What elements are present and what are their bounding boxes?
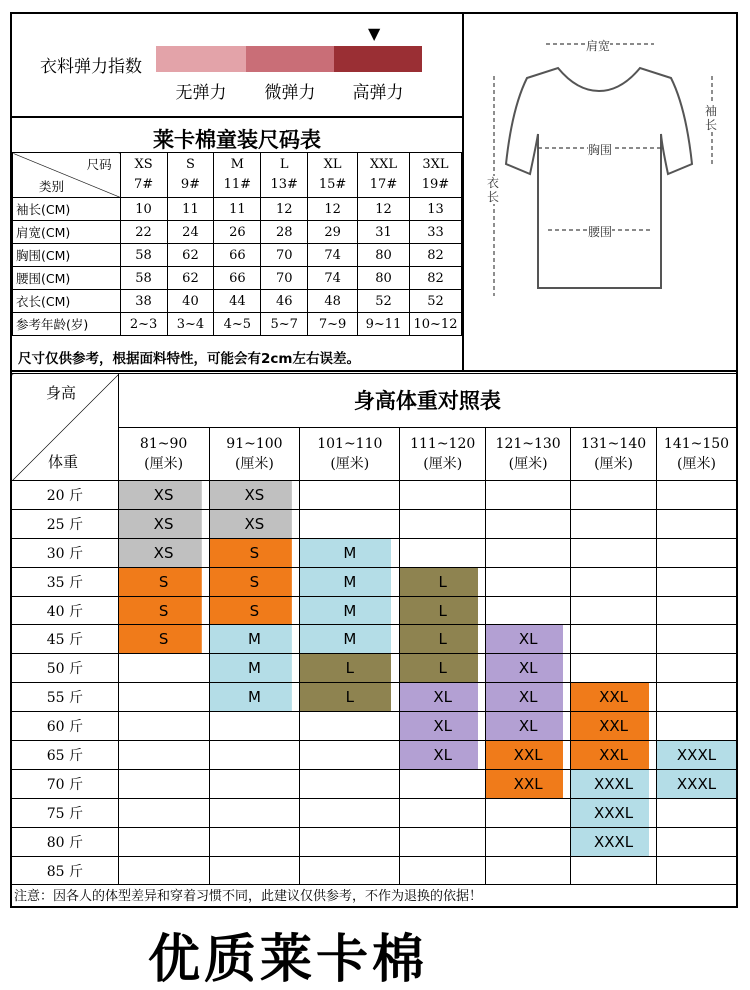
hw-weight-row — [12, 481, 737, 510]
height-unit: (厘米) — [508, 455, 548, 472]
size-cell: 74 — [308, 267, 358, 290]
hw-weight-row — [12, 625, 737, 654]
weight-label: 70 斤 — [12, 769, 119, 798]
size-recommendation-cell: S — [209, 538, 300, 567]
hw-weight-row — [12, 567, 737, 596]
size-cell: 33 — [409, 221, 461, 244]
size-cell: 38 — [120, 290, 167, 313]
size-recommendation-cell — [657, 567, 737, 596]
height-unit: (厘米) — [144, 455, 184, 472]
size-cell: 10~12 — [409, 313, 461, 336]
size-cell: 11 — [214, 198, 261, 221]
size-recommendation-cell: M — [300, 625, 400, 654]
size-recommendation-cell: XXXL — [657, 769, 737, 798]
size-recommendation-cell: XL — [400, 683, 486, 712]
section-divider — [10, 370, 738, 372]
size-recommendation-cell: L — [400, 654, 486, 683]
weight-label: 25 斤 — [12, 509, 119, 538]
size-recommendation-cell — [657, 827, 737, 856]
size-recommendation-cell: XXXL — [571, 769, 657, 798]
size-recommendation-cell: XS — [118, 481, 209, 510]
size-cell: 12 — [261, 198, 308, 221]
size-cell: 31 — [358, 221, 410, 244]
weight-label: 50 斤 — [12, 654, 119, 683]
size-cell: 9~11 — [358, 313, 410, 336]
size-recommendation-cell — [118, 827, 209, 856]
weight-label: 65 斤 — [12, 741, 119, 770]
size-recommendation-cell — [300, 712, 400, 741]
footer-banner: 优质莱卡棉 — [148, 930, 429, 990]
size-recommendation-cell: XXL — [571, 712, 657, 741]
size-recommendation-cell: XXXL — [571, 827, 657, 856]
size-recommendation-cell: XL — [486, 683, 571, 712]
size-recommendation-cell — [486, 567, 571, 596]
height-range-cell — [400, 427, 486, 481]
size-recommendation-cell — [118, 741, 209, 770]
elasticity-bar-high — [334, 46, 422, 72]
height-unit: (厘米) — [330, 455, 370, 472]
size-recommendation-cell — [486, 596, 571, 625]
size-code: 9# — [180, 177, 201, 192]
size-row — [13, 198, 462, 221]
size-recommendation-cell — [571, 481, 657, 510]
size-cell: 10 — [120, 198, 167, 221]
size-recommendation-cell: XXL — [486, 769, 571, 798]
hw-weight-row — [12, 827, 737, 856]
size-recommendation-cell — [571, 625, 657, 654]
size-cell: 70 — [261, 267, 308, 290]
weight-label: 45 斤 — [12, 625, 119, 654]
size-cell: 12 — [308, 198, 358, 221]
size-recommendation-cell: XS — [118, 538, 209, 567]
size-recommendation-cell — [571, 567, 657, 596]
body-length-label: 衣长 — [487, 176, 500, 204]
size-cell: 52 — [409, 290, 461, 313]
size-recommendation-cell — [657, 856, 737, 885]
size-cell: 82 — [409, 267, 461, 290]
size-recommendation-cell — [118, 654, 209, 683]
size-recommendation-cell — [657, 596, 737, 625]
size-recommendation-cell: L — [400, 596, 486, 625]
waist-label: 腰围 — [588, 225, 613, 239]
size-recommendation-cell: M — [209, 625, 300, 654]
size-cell: 44 — [214, 290, 261, 313]
size-recommendation-cell — [486, 481, 571, 510]
weight-label: 40 斤 — [12, 596, 119, 625]
size-cell: 26 — [214, 221, 261, 244]
size-header-row — [13, 153, 462, 198]
height-unit: (厘米) — [594, 455, 634, 472]
size-cell: 66 — [214, 244, 261, 267]
size-recommendation-cell: XL — [486, 654, 571, 683]
disclaimer-note: 注意：因各人的体型差异和穿着习惯不同，此建议仅供参考，不作为退换的依据！ — [14, 889, 483, 904]
size-recommendation-cell: M — [300, 567, 400, 596]
size-cell: 62 — [167, 267, 214, 290]
size-cell: 2~3 — [120, 313, 167, 336]
height-weight-table — [11, 373, 737, 885]
size-name: XXL — [369, 157, 398, 172]
height-range: 111~120 — [410, 435, 476, 452]
elasticity-label: 衣料弹力指数 — [40, 57, 142, 77]
size-recommendation-cell — [300, 856, 400, 885]
size-recommendation-cell — [400, 509, 486, 538]
hw-title-row — [12, 374, 737, 428]
size-cell: 70 — [261, 244, 308, 267]
size-recommendation-cell: L — [400, 567, 486, 596]
size-row-label: 腰围(CM) — [13, 267, 121, 290]
elasticity-level-none: 无弹力 — [175, 83, 227, 103]
size-code: 15# — [318, 177, 347, 192]
hw-corner-height: 身高 — [46, 384, 77, 402]
size-cell: 66 — [214, 267, 261, 290]
weight-label: 55 斤 — [12, 683, 119, 712]
height-unit: (厘米) — [677, 455, 716, 472]
hw-weight-row — [12, 856, 737, 885]
shoulder-width-label: 肩宽 — [586, 39, 611, 53]
size-recommendation-cell — [486, 827, 571, 856]
hw-weight-row — [12, 654, 737, 683]
size-cell: 74 — [308, 244, 358, 267]
tshirt-outline — [506, 68, 692, 288]
size-recommendation-cell — [209, 741, 300, 770]
size-recommendation-cell — [571, 596, 657, 625]
size-recommendation-cell — [400, 538, 486, 567]
size-recommendation-cell: M — [209, 654, 300, 683]
size-recommendation-cell: XL — [400, 712, 486, 741]
size-recommendation-cell: XXXL — [571, 798, 657, 827]
size-code: 17# — [369, 177, 398, 192]
size-recommendation-cell — [118, 798, 209, 827]
size-recommendation-cell: S — [118, 596, 209, 625]
size-recommendation-cell — [486, 856, 571, 885]
height-unit: (厘米) — [234, 455, 274, 472]
hw-height-row — [12, 427, 737, 481]
elasticity-bar-mid — [246, 46, 334, 72]
size-recommendation-cell — [300, 509, 400, 538]
size-cell: 46 — [261, 290, 308, 313]
height-range-cell — [657, 427, 737, 481]
size-recommendation-cell — [209, 827, 300, 856]
size-recommendation-cell — [300, 827, 400, 856]
size-recommendation-cell: S — [209, 596, 300, 625]
elasticity-bar-low — [156, 46, 246, 72]
size-recommendation-cell: XL — [486, 712, 571, 741]
size-row — [13, 290, 462, 313]
size-cell: 58 — [120, 244, 167, 267]
size-name: S — [185, 157, 195, 172]
weight-label: 80 斤 — [12, 827, 119, 856]
size-chart-title: 莱卡棉童装尺码表 — [153, 128, 321, 152]
size-name: XL — [323, 157, 342, 172]
size-cell: 80 — [358, 267, 410, 290]
tshirt-diagram — [466, 16, 736, 368]
size-header-cell — [214, 153, 261, 198]
height-range-cell — [571, 427, 657, 481]
size-recommendation-cell: L — [300, 683, 400, 712]
size-recommendation-cell — [657, 481, 737, 510]
size-cell: 82 — [409, 244, 461, 267]
hw-weight-row — [12, 741, 737, 770]
size-cell: 13 — [409, 198, 461, 221]
size-code: 19# — [421, 177, 450, 192]
size-recommendation-cell — [300, 481, 400, 510]
size-cell: 22 — [120, 221, 167, 244]
weight-label: 75 斤 — [12, 798, 119, 827]
chest-label: 胸围 — [588, 143, 613, 157]
size-cell: 12 — [358, 198, 410, 221]
size-recommendation-cell — [300, 769, 400, 798]
hw-weight-row — [12, 509, 737, 538]
height-range-cell — [118, 427, 209, 481]
size-row-label: 衣长(CM) — [13, 290, 121, 313]
size-recommendation-cell: XXL — [571, 683, 657, 712]
height-range: 121~130 — [495, 435, 561, 452]
size-row-label: 袖长(CM) — [13, 198, 121, 221]
size-cell: 24 — [167, 221, 214, 244]
elasticity-marker-icon: ▼ — [368, 24, 381, 43]
size-header-cell — [409, 153, 461, 198]
height-range-cell — [300, 427, 400, 481]
height-range: 101~110 — [317, 435, 383, 452]
size-row-label: 参考年龄(岁) — [13, 313, 121, 336]
size-recommendation-cell: S — [209, 567, 300, 596]
size-recommendation-cell: XS — [209, 481, 300, 510]
size-corner-top: 尺码 — [86, 157, 112, 172]
elasticity-level-slight: 微弹力 — [264, 83, 316, 103]
size-recommendation-cell — [118, 769, 209, 798]
size-recommendation-cell — [657, 798, 737, 827]
hw-corner-weight: 体重 — [48, 453, 79, 471]
size-name: L — [279, 157, 289, 172]
hw-corner-cell — [12, 374, 119, 481]
size-recommendation-cell: M — [209, 683, 300, 712]
size-recommendation-cell — [571, 509, 657, 538]
size-name: 3XL — [422, 157, 449, 172]
size-chart-table — [12, 152, 462, 336]
weight-label: 20 斤 — [12, 481, 119, 510]
size-recommendation-cell — [657, 538, 737, 567]
size-name: XS — [134, 157, 153, 172]
hw-weight-row — [12, 596, 737, 625]
size-corner-cell — [13, 153, 121, 198]
size-recommendation-cell: XXXL — [657, 741, 737, 770]
size-recommendation-cell — [400, 481, 486, 510]
size-recommendation-cell — [209, 769, 300, 798]
size-chart-note: 尺寸仅供参考，根据面料特性，可能会有2cm左右误差。 — [18, 351, 360, 367]
size-recommendation-cell — [571, 654, 657, 683]
height-range-cell — [486, 427, 571, 481]
size-cell: 5~7 — [261, 313, 308, 336]
size-recommendation-cell: XXL — [571, 741, 657, 770]
size-recommendation-cell — [486, 798, 571, 827]
size-recommendation-cell — [300, 798, 400, 827]
size-recommendation-cell — [209, 856, 300, 885]
size-cell: 11 — [167, 198, 214, 221]
size-recommendation-cell — [657, 683, 737, 712]
size-row-label: 肩宽(CM) — [13, 221, 121, 244]
size-recommendation-cell — [657, 712, 737, 741]
size-recommendation-cell — [486, 538, 571, 567]
size-recommendation-cell — [400, 827, 486, 856]
size-recommendation-cell — [209, 798, 300, 827]
height-range: 81~90 — [139, 435, 188, 452]
size-recommendation-cell — [571, 856, 657, 885]
size-recommendation-cell: XXL — [486, 741, 571, 770]
elasticity-level-high: 高弹力 — [352, 83, 404, 103]
size-name: M — [230, 157, 244, 172]
size-row-label: 胸围(CM) — [13, 244, 121, 267]
size-cell: 52 — [358, 290, 410, 313]
size-header-cell — [261, 153, 308, 198]
hw-weight-row — [12, 683, 737, 712]
weight-label: 85 斤 — [12, 856, 119, 885]
size-recommendation-cell — [209, 712, 300, 741]
size-header-cell — [358, 153, 410, 198]
size-recommendation-cell: S — [118, 625, 209, 654]
size-cell: 3~4 — [167, 313, 214, 336]
height-range: 141~150 — [663, 435, 730, 452]
height-range: 131~140 — [580, 435, 647, 452]
elasticity-divider — [10, 116, 464, 118]
size-recommendation-cell: S — [118, 567, 209, 596]
size-recommendation-cell: XL — [400, 741, 486, 770]
height-unit: (厘米) — [423, 455, 463, 472]
size-code: 13# — [270, 177, 298, 192]
sleeve-length-label: 袖长 — [705, 104, 718, 132]
height-range-cell — [209, 427, 300, 481]
size-cell: 58 — [120, 267, 167, 290]
size-cell: 48 — [308, 290, 358, 313]
size-corner-bottom: 类别 — [39, 179, 65, 194]
size-cell: 7~9 — [308, 313, 358, 336]
size-code: 11# — [223, 177, 252, 192]
size-recommendation-cell: L — [300, 654, 400, 683]
vertical-divider — [462, 12, 464, 372]
size-header-cell — [120, 153, 167, 198]
size-recommendation-cell — [400, 856, 486, 885]
size-row — [13, 267, 462, 290]
weight-label: 60 斤 — [12, 712, 119, 741]
size-row — [13, 313, 462, 336]
height-range: 91~100 — [226, 435, 283, 452]
hw-chart-title: 身高体重对照表 — [118, 374, 736, 428]
size-recommendation-cell — [400, 798, 486, 827]
size-header-cell — [308, 153, 358, 198]
weight-label: 35 斤 — [12, 567, 119, 596]
size-recommendation-cell — [657, 654, 737, 683]
size-recommendation-cell: XS — [209, 509, 300, 538]
size-recommendation-cell — [571, 538, 657, 567]
size-recommendation-cell — [118, 683, 209, 712]
size-recommendation-cell — [300, 741, 400, 770]
size-recommendation-cell: XL — [486, 625, 571, 654]
size-recommendation-cell: XS — [118, 509, 209, 538]
size-row — [13, 221, 462, 244]
size-code: 7# — [133, 177, 154, 192]
size-cell: 29 — [308, 221, 358, 244]
hw-weight-row — [12, 712, 737, 741]
size-recommendation-cell: M — [300, 596, 400, 625]
size-cell: 4~5 — [214, 313, 261, 336]
size-cell: 80 — [358, 244, 410, 267]
hw-weight-row — [12, 798, 737, 827]
size-recommendation-cell — [486, 509, 571, 538]
size-recommendation-cell — [118, 712, 209, 741]
size-row — [13, 244, 462, 267]
size-recommendation-cell — [657, 625, 737, 654]
size-cell: 40 — [167, 290, 214, 313]
size-recommendation-cell — [118, 856, 209, 885]
size-cell: 28 — [261, 221, 308, 244]
hw-weight-row — [12, 538, 737, 567]
size-recommendation-cell: L — [400, 625, 486, 654]
weight-label: 30 斤 — [12, 538, 119, 567]
size-recommendation-cell — [400, 769, 486, 798]
size-recommendation-cell: M — [300, 538, 400, 567]
hw-weight-row — [12, 769, 737, 798]
size-recommendation-cell — [657, 509, 737, 538]
size-cell: 62 — [167, 244, 214, 267]
size-header-cell — [167, 153, 214, 198]
